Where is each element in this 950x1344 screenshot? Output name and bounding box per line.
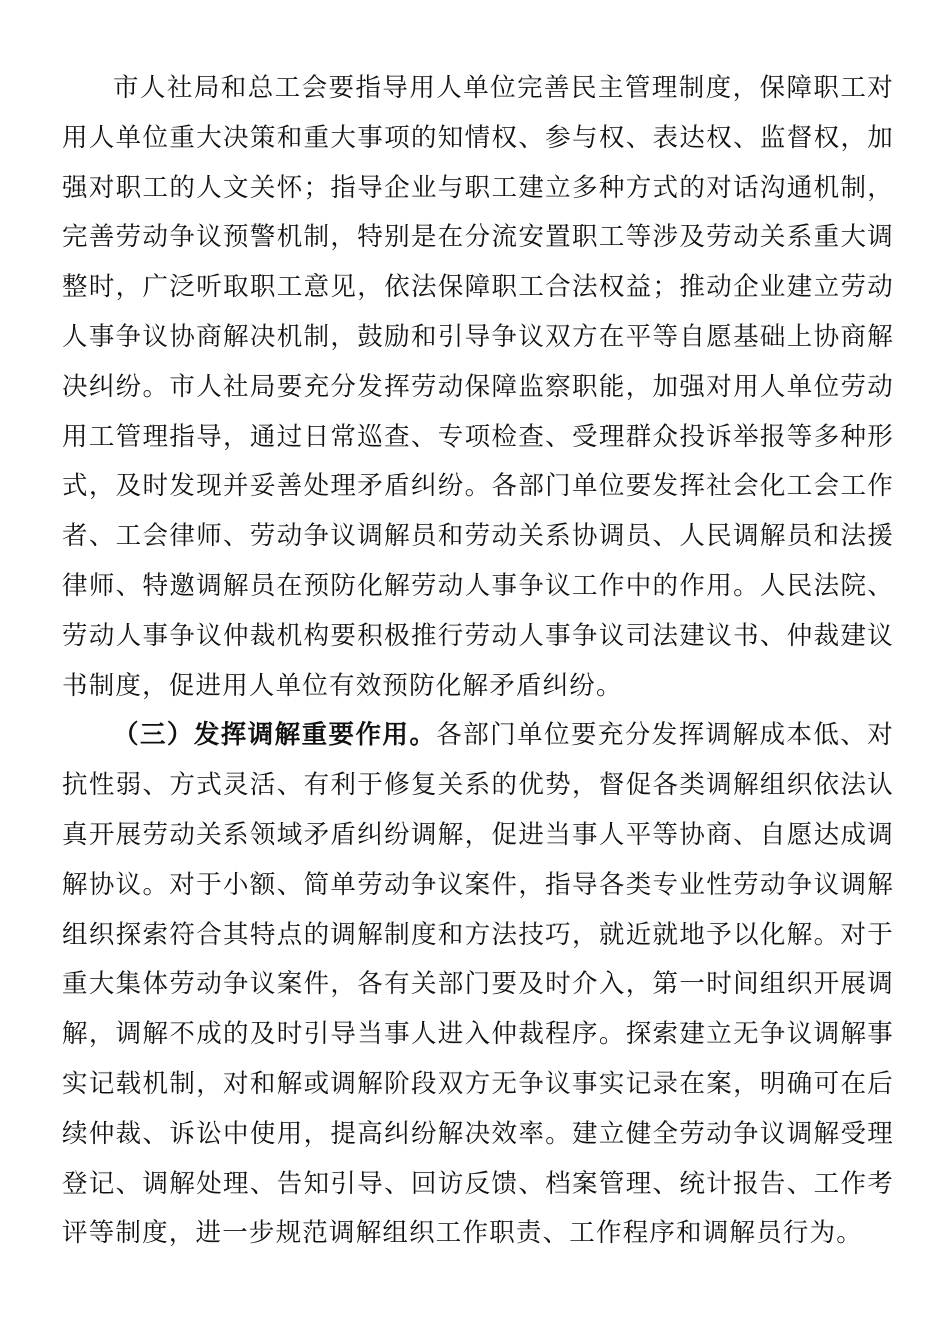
- section-heading: （三）发挥调解重要作用。: [113, 720, 437, 751]
- paragraph-text: 各部门单位要充分发挥调解成本低、对抗性弱、方式灵活、有利于修复关系的优势，督促各类调解组织依法认真开展劳动关系领域矛盾纠纷调解，促进当事人平等协商、自愿达成调解协议。对于小额、简单劳动争议案件，指导各类专业性劳动争议调解组织探索符合其特点的调解制度和方法技巧，就近就地予以化解。对于重大集体劳动争议案件，各有关部门要及时介入，第一时间组织开展调解，调解不成的及时引导当事人进入仲裁程序。探索建立无争议调解事实记载机制，对和解或调解阶段双方无争议事实记录在案，明确可在后续仲裁、诉讼中使用，提高纠纷解决效率。建立健全劳动争议调解受理登记、调解处理、告知引导、回访反馈、档案管理、统计报告、工作考评等制度，进一步规范调解组织工作职责、工作程序和调解员行为。: [62, 720, 895, 1249]
- section-paragraph: [62, 711, 894, 1259]
- body-paragraph: [62, 64, 894, 711]
- paragraph-text: 市人社局和总工会要指导用人单位完善民主管理制度，保障职工对用人单位重大决策和重大事项的知情权、参与权、表达权、监督权，加强对职工的人文关怀；指导企业与职工建立多种方式的对话沟通机制，完善劳动争议预警机制，特别是在分流安置职工等涉及劳动关系重大调整时，广泛听取职工意见，依法保障职工合法权益；推动企业建立劳动人事争议协商解决机制，鼓励和引导争议双方在平等自愿基础上协商解决纠纷。市人社局要充分发挥劳动保障监察职能，加强对用人单位劳动用工管理指导，通过日常巡查、专项检查、受理群众投诉举报等多种形式，及时发现并妥善处理矛盾纠纷。各部门单位要发挥社会化工会工作者、工会律师、劳动争议调解员和劳动关系协调员、人民调解员和法援律师、特邀调解员在预防化解劳动人事争议工作中的作用。人民法院、劳动人事争议仲裁机构要积极推行劳动人事争议司法建议书、仲裁建议书制度，促进用人单位有效预防化解矛盾纠纷。: [62, 73, 894, 701]
